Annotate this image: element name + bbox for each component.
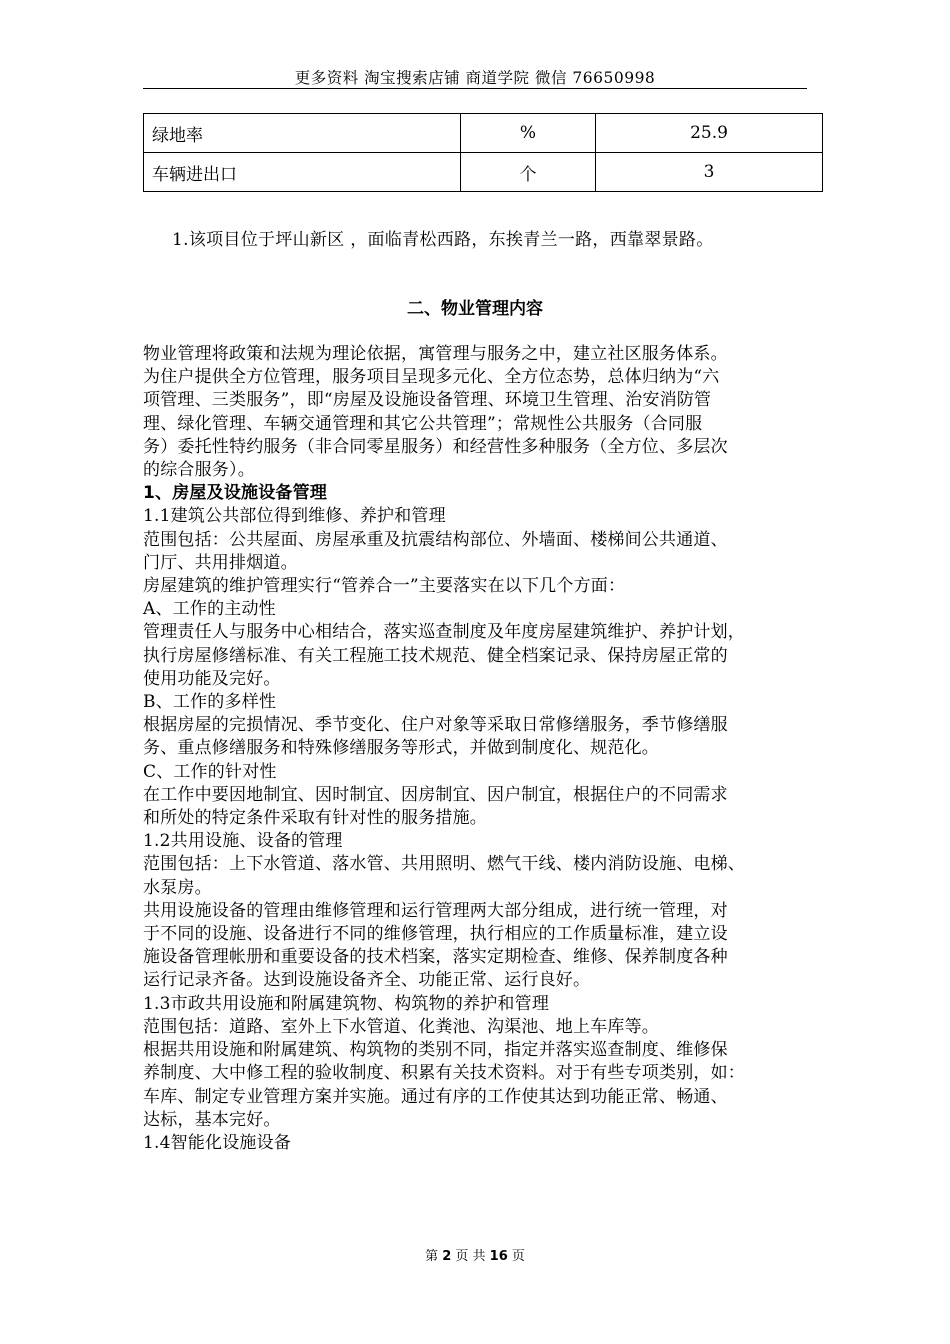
paragraph-line: 水泵房。 <box>143 877 212 898</box>
paragraph-line: 达标，基本完好。 <box>143 1109 281 1130</box>
paragraph-line: 于不同的设施、设备进行不同的维修管理，执行相应的工作质量标准，建立设 <box>143 924 728 945</box>
current-page-number: 2 <box>442 1249 452 1264</box>
page-header: 更多资料 淘宝搜索店铺 商道学院 微信 76650998 <box>294 69 656 87</box>
paragraph-line: 务、重点修缮服务和特殊修缮服务等形式，并做到制度化、规范化。 <box>143 738 659 759</box>
subsection-heading: 1、房屋及设施设备管理 <box>143 483 328 504</box>
paragraph-line: B、工作的多样性 <box>143 692 277 713</box>
total-page-count: 16 <box>489 1249 508 1264</box>
paragraph-line: 范围包括：上下水管道、落水管、共用照明、燃气干线、楼内消防设施、电梯、 <box>143 854 745 875</box>
paragraph-line: 1.3市政共用设施和附属建筑物、构筑物的养护和管理 <box>143 993 550 1014</box>
table-cell-value: 3 <box>596 153 823 192</box>
header-rule <box>143 88 807 89</box>
table-row <box>144 114 823 153</box>
paragraph-line: 1.4智能化设施设备 <box>143 1132 292 1153</box>
paragraph-line: 理、绿化管理、车辆交通管理和其它公共管理”；常规性公共服务（合同服 <box>143 413 703 434</box>
table-cell-value: 25.9 <box>596 114 823 153</box>
paragraph-line: C、工作的针对性 <box>143 761 277 782</box>
table-cell-unit: % <box>461 114 596 153</box>
paragraph-line: 共用设施设备的管理由维修管理和运行管理两大部分组成，进行统一管理，对 <box>143 900 728 921</box>
table-cell-item: 车辆进出口 <box>144 153 461 192</box>
paragraph-line: 使用功能及完好。 <box>143 668 281 689</box>
paragraph-line: 管理责任人与服务中心相结合，落实巡查制度及年度房屋建筑维护、养护计划， <box>143 622 745 643</box>
paragraph-line: 务）委托性特约服务（非合同零星服务）和经营性多种服务（全方位、多层次 <box>143 436 728 457</box>
paragraph-line: 项管理、三类服务”，即“房屋及设施设备管理、环境卫生管理、治安消防管 <box>143 390 712 411</box>
paragraph-line: 房屋建筑的维护管理实行“管养合一”主要落实在以下几个方面： <box>143 576 626 597</box>
paragraph-line: 为住户提供全方位管理，服务项目呈现多元化、全方位态势，总体归纳为“六 <box>143 367 720 388</box>
paragraph-line: 根据共用设施和附属建筑、构筑物的类别不同，指定并落实巡查制度、维修保 <box>143 1040 728 1061</box>
paragraph-line: 1.2共用设施、设备的管理 <box>143 831 343 852</box>
paragraph-line: 1.1建筑公共部位得到维修、养护和管理 <box>143 506 446 527</box>
footer-middle: 页 共 <box>451 1249 490 1264</box>
paragraph-line: 运行记录齐备。达到设施设备齐全、功能正常、运行良好。 <box>143 970 591 991</box>
paragraph-line: 范围包括：道路、室外上下水管道、化粪池、沟渠池、地上车库等。 <box>143 1016 659 1037</box>
paragraph-line: 和所处的特定条件采取有针对性的服务措施。 <box>143 808 487 829</box>
paragraph-line: A、工作的主动性 <box>143 599 276 620</box>
section-title: 二、物业管理内容 <box>407 299 543 319</box>
paragraph-line: 施设备管理帐册和重要设备的技术档案，落实定期检查、维修、保养制度各种 <box>143 947 728 968</box>
paragraph-line: 在工作中要因地制宜、因时制宜、因房制宜、因户制宜，根据住户的不同需求 <box>143 784 728 805</box>
footer-suffix: 页 <box>507 1249 525 1264</box>
data-table <box>143 113 823 192</box>
paragraph-line: 养制度、大中修工程的验收制度、积累有关技术资料。对于有些专项类别，如： <box>143 1063 745 1084</box>
table-cell-item: 绿地率 <box>144 114 461 153</box>
location-note: 1.该项目位于坪山新区 ，面临青松西路，东挨青兰一路，西靠翠景路。 <box>172 230 714 250</box>
paragraph-line: 物业管理将政策和法规为理论依据，寓管理与服务之中，建立社区服务体系。 <box>143 344 728 364</box>
paragraph-line: 车库、制定专业管理方案并实施。通过有序的工作使其达到功能正常、畅通、 <box>143 1086 728 1107</box>
paragraph-line: 根据房屋的完损情况、季节变化、住户对象等采取日常修缮服务，季节修缮服 <box>143 715 728 736</box>
footer-prefix: 第 <box>425 1249 443 1264</box>
table-row <box>144 153 823 192</box>
body-text <box>143 343 807 1155</box>
page-footer <box>0 1245 950 1264</box>
paragraph-line: 门厅、共用排烟道。 <box>143 552 298 573</box>
paragraph-line: 执行房屋修缮标准、有关工程施工技术规范、健全档案记录、保持房屋正常的 <box>143 645 728 666</box>
paragraph-line: 范围包括：公共屋面、房屋承重及抗震结构部位、外墙面、楼梯间公共通道、 <box>143 529 728 550</box>
table-cell-unit: 个 <box>461 153 596 192</box>
paragraph-line: 的综合服务）。 <box>143 460 255 481</box>
